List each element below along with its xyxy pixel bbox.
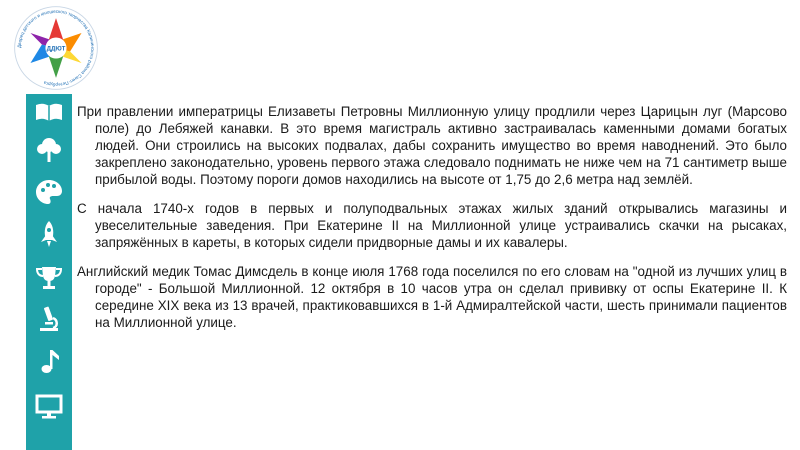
microscope-icon [33,304,65,336]
music-note-icon [33,346,65,378]
ddyut-logo [12,4,100,92]
trophy-icon [33,262,65,294]
paragraph-3: Английский медик Томас Димсдель в конце июля 1768 года поселился по его словам на "одной из лучших улиц в городе" - Большой Миллионной. 12 октября в 10 часов утра он сделал прививку от оспы Екатерине II. К середине XIX века из 13 врачей, практиковавшихся в 1-й Адмиралтейской части, шесть принимали пациентов на Миллионной улице. [77,264,787,330]
logo-abbr: ДДЮТ [46,45,66,53]
book-icon [33,96,65,128]
palette-icon [33,176,65,208]
logo-ring-text: Дворец детского и юношеского творчества Калининского района Санкт-Петербурга [16,8,96,88]
rocket-icon [33,218,65,250]
sidebar [26,94,72,450]
tree-icon [33,134,65,166]
paragraph-2: С начала 1740-х годов в первых и полуподвальных этажах жилых зданий открывались магазины и увеселительные заведения. При Екатерине II на Миллионной улице устраивались скачки на рысаках, запряжённых в кареты, в которых сидели придворные дамы и их кавалеры. [77,201,787,250]
main-content [77,103,787,343]
monitor-icon [33,390,65,422]
paragraph-1: При правлении императрицы Елизаветы Петровны Миллионную улицу продлили через Царицын луг (Марсово поле) до Лебяжей канавки. В это время магистраль активно застраивалась каменными домами богатых людей. Они строились на высоких подвалах, дабы сохранить имущество во время наводнений. Это было закреплено законодательно, уровень первого этажа следовало поднимать не ниже чем на 71 сантиметр выше прибылой воды. Поэтому пороги домов находились на высоте от 1,75 до 2,6 метра над землёй. [77,104,787,187]
